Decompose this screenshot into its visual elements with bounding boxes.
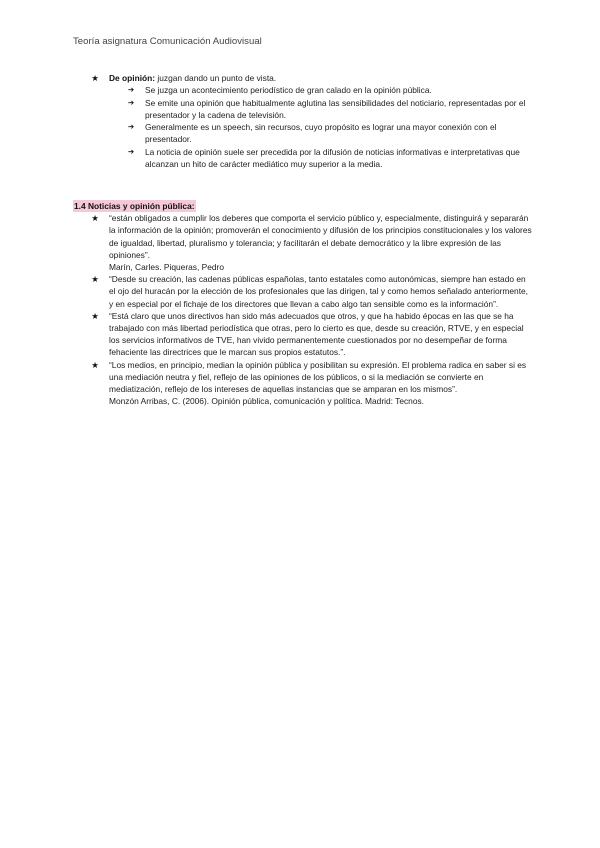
quote-item [73,212,533,273]
subitem-text: Generalmente es un speech, sin recursos, cuyo propósito es lograr una mayor conexión con el presentador. [145,122,497,145]
list-item [73,146,533,171]
quote-citation: Monzón Arribas, C. (2006). Opinión pública, comunicación y política. Madrid: Tecnos. [109,396,424,407]
arrow-right-icon: ➔ [127,97,135,107]
list-item [73,72,533,84]
quote-text: “Los medios, en principio, median la opinión pública y posibilitan su expresión. El problema radica en saber si es una mediación neutra y fiel, reflejo de las opiniones de los públicos, o si la mediación se convierte en mediatización, reflejo de los intereses de aquellas instancias que se amparan en los mismos”. [109,359,527,395]
arrow-right-icon: ➔ [127,146,135,156]
bullet-term: De opinión: [109,73,156,83]
quote-text: “Está claro que unos directivos han sido más adecuados que otros, y que ha habido épocas en las que se ha trabajado con más libertad periodística que otras, pero lo cierto es que, desde su creación, RTVE, y en especial los servicios informativos de TVE, han vivido permanentemente cuestionados por no desempeñar de forma fehaciente las directrices que le marcan sus propios estatutos.”. [109,310,524,358]
public-opinion-section [73,200,533,407]
subitem-text: Se juzga un acontecimiento periodístico de gran calado en la opinión pública. [145,85,432,96]
quote-text: “están obligados a cumplir los deberes que comporta el servicio público y, especialmente, distinguirá y separarán la información de la opinión; promoverán el conocimiento y difusión de los principios constitucionales y los valores de igualdad, libertad, pluralismo y tolerancia; y facilitarán el debate democrático y la libre expresión de las opiniones”. [109,213,532,260]
section-heading: 1.4 Noticias y opinión pública: [74,201,195,211]
bullet-text: juzgan dando un punto de vista. [155,73,277,83]
subitem-text: La noticia de opinión suele ser precedida por la difusión de noticias informativas e interpretativas que alcanzan un hito de carácter mediático muy superior a la media. [145,146,520,170]
quote-item [73,310,533,359]
quote-text: “Desde su creación, las cadenas públicas españolas, tanto estatales como autonómicas, siempre han estado en el ojo del huracán por la elección de los profesionales que las dirigen, tal y como hemos señalado anteriormente, y en especial por el fichaje de los directores que llevan a cabo algo tan sensible como es la información”. [109,274,528,309]
list-item [73,97,533,122]
star-icon: ★ [91,310,99,321]
list-item [73,84,533,96]
quote-citation: Marín, Carles. Piqueras, Pedro [109,262,224,273]
star-icon: ★ [91,213,99,224]
page-header: Teoría asignatura Comunicación Audiovisual [73,36,262,47]
list-item [73,121,533,146]
opinion-section [73,72,533,170]
star-icon: ★ [91,274,99,285]
arrow-right-icon: ➔ [127,85,135,95]
star-icon: ★ [91,359,99,370]
arrow-right-icon: ➔ [127,122,135,132]
quote-item [73,273,533,310]
star-icon: ★ [91,73,99,83]
quote-item [73,359,533,408]
subitem-text: Se emite una opinión que habitualmente aglutina las sensibilidades del noticiario, representadas por el presentador y la cadena de televisión. [145,97,526,120]
